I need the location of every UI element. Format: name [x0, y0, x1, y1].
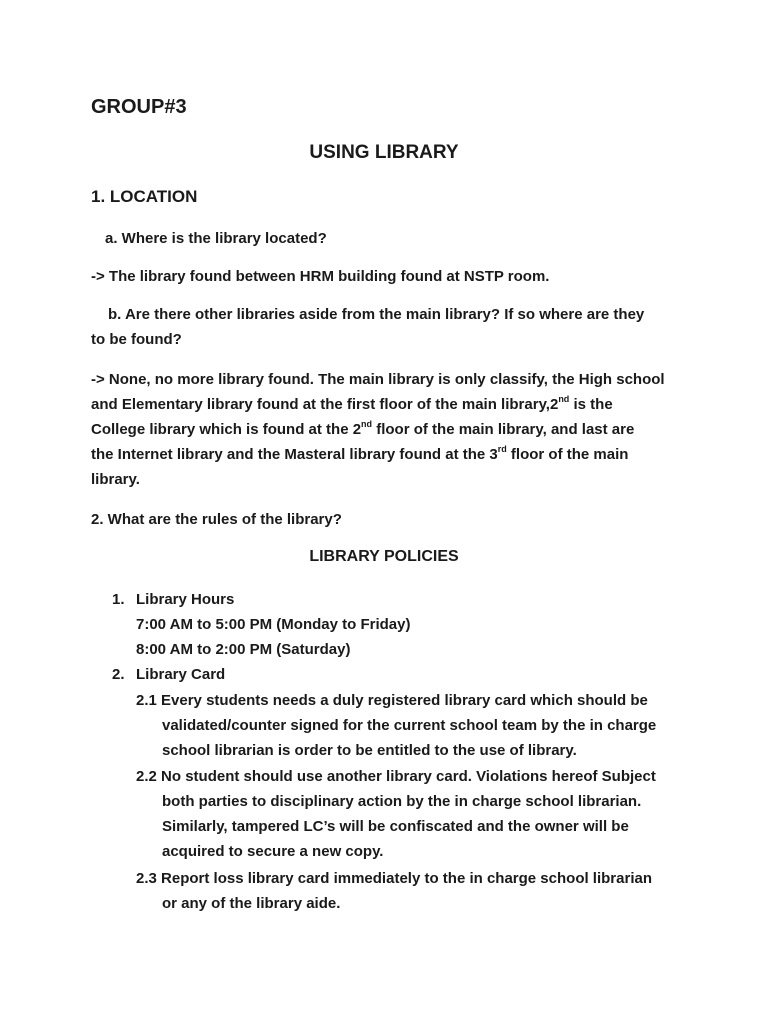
- question-b-line2: to be found?: [91, 331, 182, 348]
- subpolicy-number: 2.3: [136, 870, 157, 887]
- question-2: 2. What are the rules of the library?: [91, 511, 342, 528]
- policy-number: 1.: [112, 591, 125, 608]
- policy-item-library-hours: [112, 587, 410, 662]
- answer-b-line1: -> None, no more library found. The main library is only classify, the High school: [91, 371, 665, 388]
- policy-label: Library Hours: [136, 591, 235, 608]
- policy-2-1: 2.1 Every students needs a duly registered library card which should be validated/counter signed for the current school team by the in charge school librarian is order to be entitled to the use of library.: [136, 692, 657, 759]
- group-label: GROUP#3: [91, 96, 187, 118]
- policies-heading: LIBRARY POLICIES: [309, 548, 459, 565]
- policy-item-library-card: [112, 662, 225, 687]
- answer-b-line5: library.: [91, 471, 140, 488]
- policy-2-3: 2.3 Report loss library card immediately to the in charge school librarian or any of the library aide.: [136, 870, 652, 912]
- hours-weekday: 7:00 AM to 5:00 PM (Monday to Friday): [136, 616, 411, 633]
- subpolicy-number: 2.1: [136, 692, 157, 709]
- answer-b-line3: College library which is found at the 2nd floor of the main library, and last are: [91, 419, 635, 438]
- answer-b-line4: the Internet library and the Masteral library found at the 3rd floor of the main: [91, 444, 629, 463]
- question-a: a. Where is the library located?: [105, 230, 327, 247]
- answer-b-line2: and Elementary library found at the first floor of the main library,2nd is the: [91, 394, 613, 413]
- hours-saturday: 8:00 AM to 2:00 PM (Saturday): [136, 641, 351, 658]
- policy-2-2: 2.2 No student should use another library card. Violations hereof Subject both parties to disciplinary action by the in charge school librarian. Similarly, tampered LC’s will be confiscated and the owner will be acquired to secure a new copy.: [136, 768, 656, 860]
- answer-b: [91, 367, 665, 492]
- section-heading-location: 1. LOCATION: [91, 187, 198, 206]
- question-b: [91, 302, 644, 352]
- page-title: USING LIBRARY: [309, 142, 459, 163]
- policy-label: Library Card: [136, 666, 226, 683]
- question-b-line1: b. Are there other libraries aside from the main library? If so where are they: [108, 306, 645, 323]
- subpolicy-number: 2.2: [136, 768, 157, 785]
- answer-a: -> The library found between HRM building found at NSTP room.: [91, 268, 550, 285]
- policy-number: 2.: [112, 666, 125, 683]
